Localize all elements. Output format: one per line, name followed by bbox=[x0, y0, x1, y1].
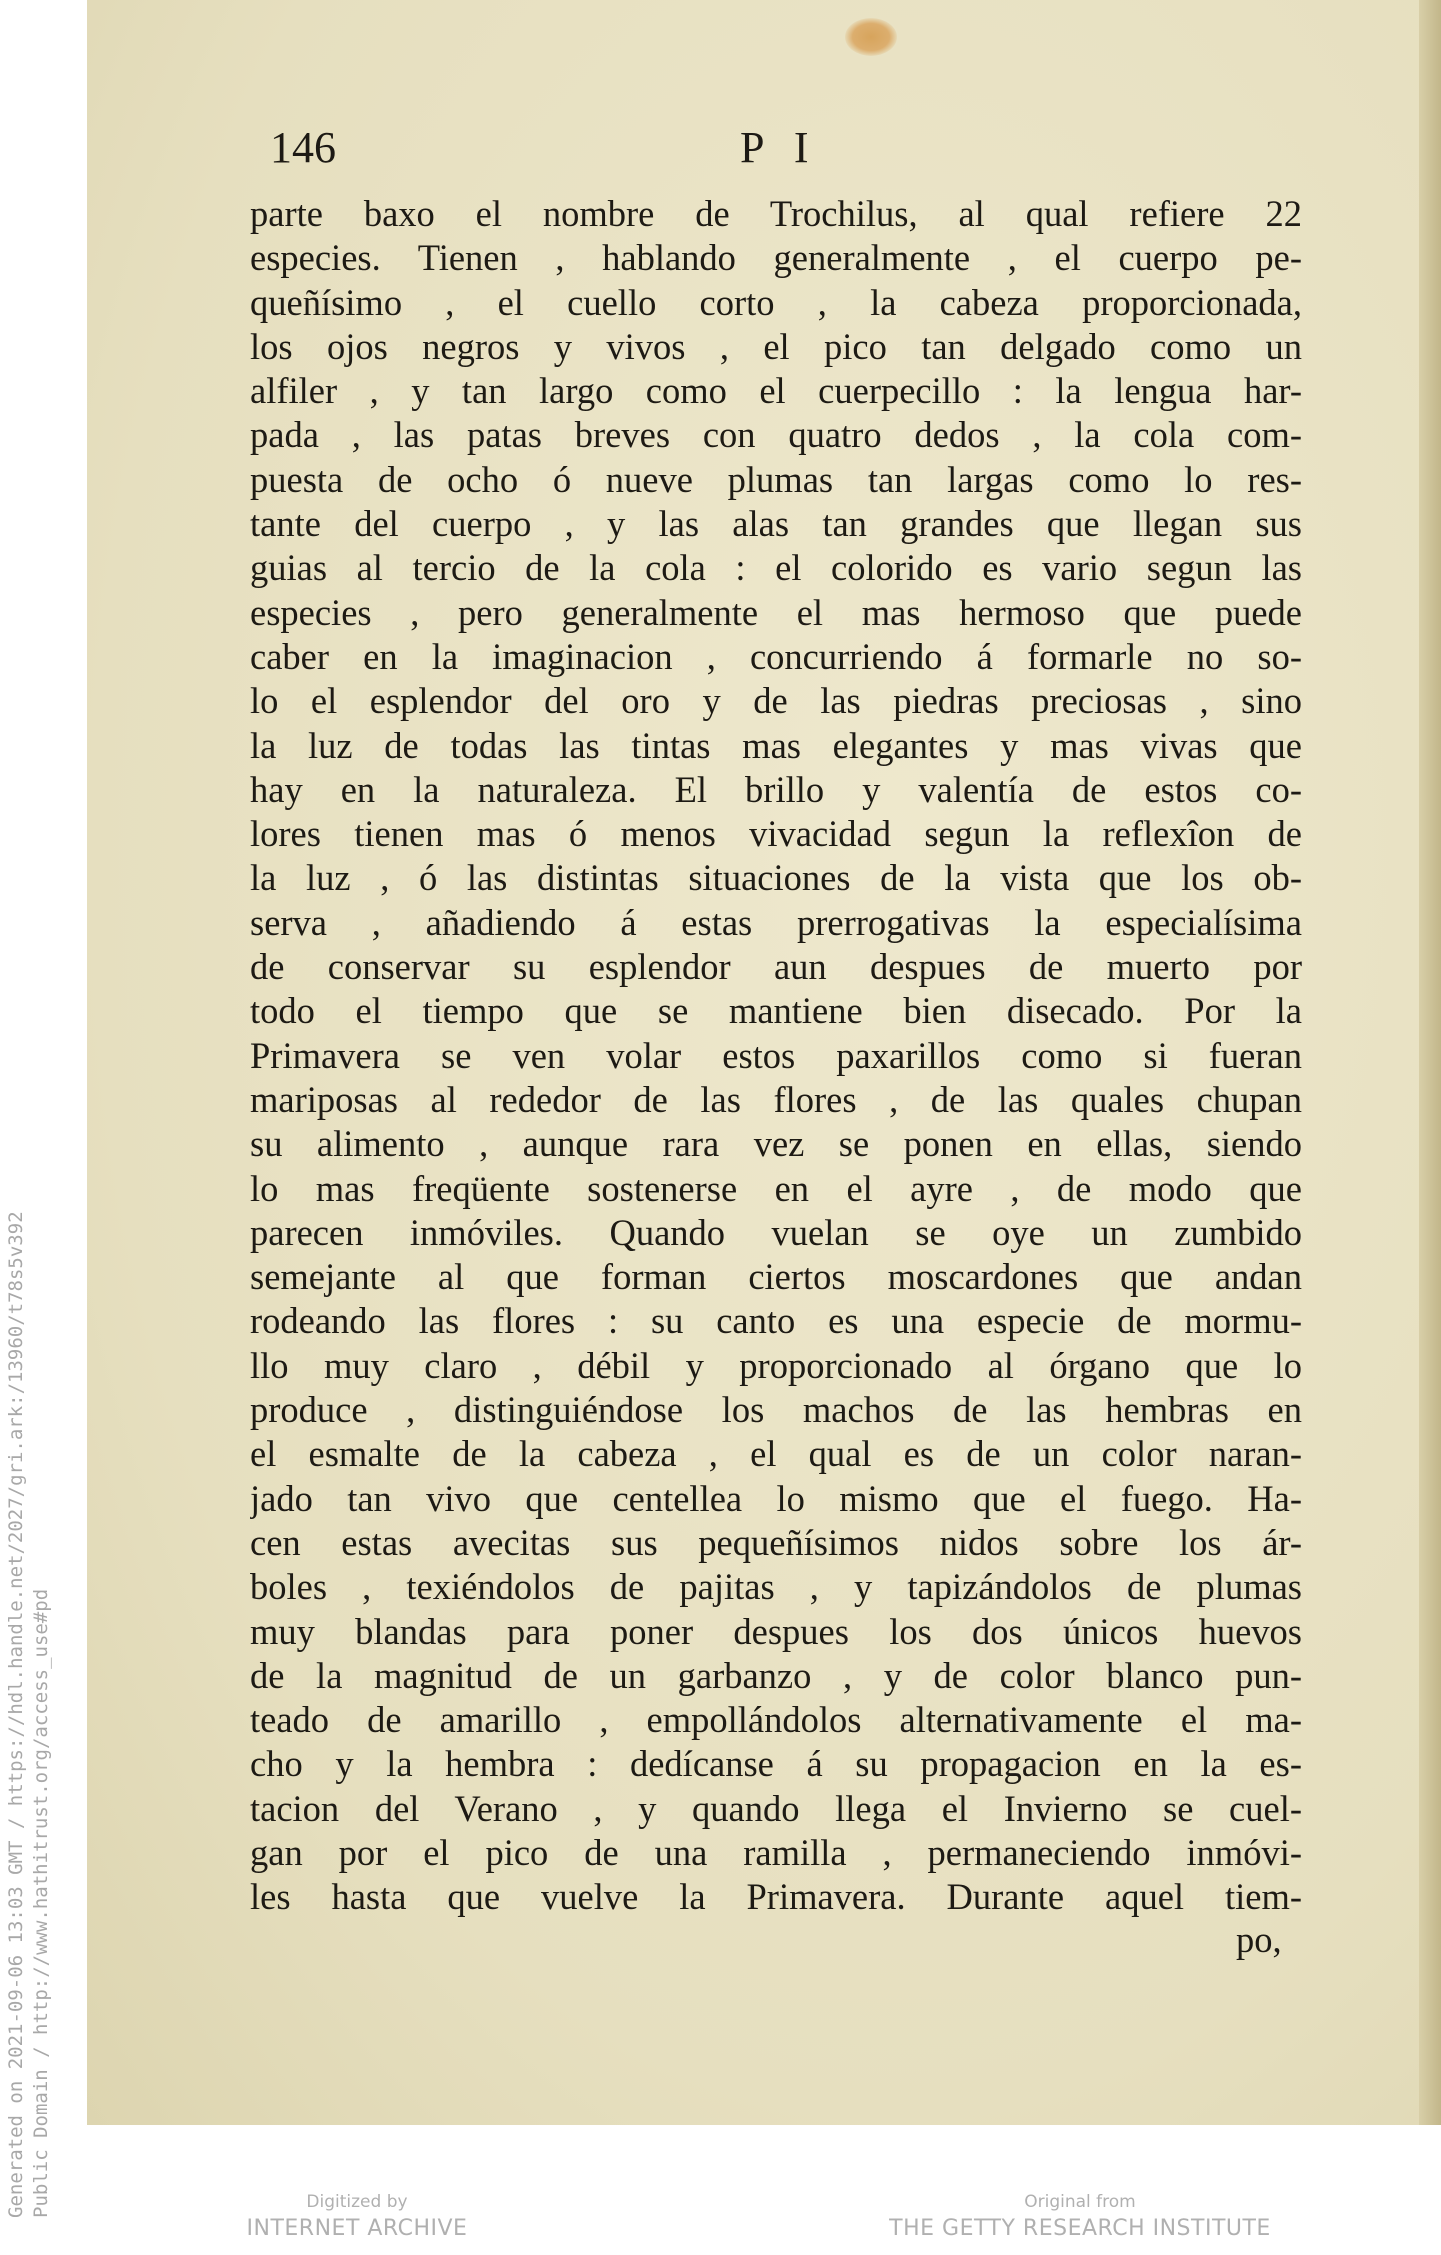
text-line: hay en la naturaleza. El brillo y valentía de estos co- bbox=[250, 768, 1302, 810]
text-line: alfiler , y tan largo como el cuerpecillo : la lengua har- bbox=[250, 370, 1302, 412]
digitized-by-label: Digitized by bbox=[306, 2192, 408, 2212]
text-line: lores tienen mas ó menos vivacidad segun la reflexîon de bbox=[250, 813, 1302, 855]
text-line: la luz de todas las tintas mas elegantes y mas vivas que bbox=[250, 724, 1302, 766]
text-line: muy blandas para poner despues los dos únicos huevos bbox=[250, 1610, 1302, 1652]
text-line: pada , las patas breves con quatro dedos , la cola com- bbox=[250, 414, 1302, 456]
text-line: tante del cuerpo , y las alas tan grandes que llegan sus bbox=[250, 503, 1302, 545]
text-line: teado de amarillo , empollándolos alternativamente el ma- bbox=[250, 1699, 1302, 1741]
body-text bbox=[250, 192, 1302, 1920]
text-line: cho y la hembra : dedícanse á su propagacion en la es- bbox=[250, 1743, 1302, 1785]
hathitrust-stamp bbox=[4, 1018, 54, 2218]
internet-archive-label: INTERNET ARCHIVE bbox=[246, 2216, 468, 2241]
text-line: tacion del Verano , y quando llega el Invierno se cuel- bbox=[250, 1787, 1302, 1829]
text-line: mariposas al rededor de las flores , de las quales chupan bbox=[250, 1078, 1302, 1120]
stamp-line-rights: Public Domain / http://www.hathitrust.org/access_use#pd bbox=[30, 1588, 52, 2218]
running-head bbox=[270, 122, 1300, 178]
footer-original-from bbox=[880, 2190, 1280, 2250]
text-line: caber en la imaginacion , concurriendo á formarle no so- bbox=[250, 635, 1302, 677]
text-line: produce , distinguiéndose los machos de las hembras en bbox=[250, 1389, 1302, 1431]
text-line: guias al tercio de la cola : el colorido es vario segun las bbox=[250, 547, 1302, 589]
text-line: llo muy claro , débil y proporcionado al órgano que lo bbox=[250, 1344, 1302, 1386]
text-line: la luz , ó las distintas situaciones de la vista que los ob- bbox=[250, 857, 1302, 899]
text-line: su alimento , aunque rara vez se ponen en ellas, siendo bbox=[250, 1123, 1302, 1165]
text-line: todo el tiempo que se mantiene bien disecado. Por la bbox=[250, 990, 1302, 1032]
page-edge bbox=[1419, 0, 1441, 2125]
text-line: de la magnitud de un garbanzo , y de color blanco pun- bbox=[250, 1654, 1302, 1696]
text-line: queñísimo , el cuello corto , la cabeza proporcionada, bbox=[250, 281, 1302, 323]
text-line: rodeando las flores : su canto es una especie de mormu- bbox=[250, 1300, 1302, 1342]
stamp-line-generated: Generated on 2021-09-06 13:03 GMT / https://hdl.handle.net/2027/gri.ark:/13960/t78s5v392 bbox=[5, 1211, 27, 2218]
text-line: jado tan vivo que centellea lo mismo que el fuego. Ha- bbox=[250, 1477, 1302, 1519]
page-number: 146 bbox=[270, 123, 336, 172]
text-line: los ojos negros y vivos , el pico tan delgado como un bbox=[250, 325, 1302, 367]
catchword: po, bbox=[1236, 1919, 1282, 1960]
text-line: Primavera se ven volar estos paxarillos como si fueran bbox=[250, 1034, 1302, 1076]
text-line: puesta de ocho ó nueve plumas tan largas como lo res- bbox=[250, 458, 1302, 500]
footer-digitized-by bbox=[232, 2190, 482, 2250]
text-line: parecen inmóviles. Quando vuelan se oye un zumbido bbox=[250, 1211, 1302, 1253]
text-line: serva , añadiendo á estas prerrogativas la especialísima bbox=[250, 901, 1302, 943]
text-line: parte baxo el nombre de Trochilus, al qual refiere 22 bbox=[250, 193, 1302, 234]
text-line: de conservar su esplendor aun despues de muerto por bbox=[250, 946, 1302, 988]
text-line: gan por el pico de una ramilla , permaneciendo inmóvi- bbox=[250, 1831, 1302, 1873]
text-line: boles , texiéndolos de pajitas , y tapizándolos de plumas bbox=[250, 1566, 1302, 1608]
paper-stain bbox=[845, 18, 897, 56]
text-line: lo el esplendor del oro y de las piedras preciosas , sino bbox=[250, 680, 1302, 722]
text-line: cen estas avecitas sus pequeñísimos nidos sobre los ár- bbox=[250, 1521, 1302, 1563]
section-heading: P I bbox=[740, 123, 819, 172]
original-from-label: Original from bbox=[1024, 2192, 1136, 2212]
getty-institute-label: THE GETTY RESEARCH INSTITUTE bbox=[889, 2216, 1271, 2241]
text-line: especies. Tienen , hablando generalmente , el cuerpo pe- bbox=[250, 237, 1302, 279]
text-line: especies , pero generalmente el mas hermoso que puede bbox=[250, 591, 1302, 633]
text-line: lo mas freqüente sostenerse en el ayre , de modo que bbox=[250, 1167, 1302, 1209]
text-line: semejante al que forman ciertos moscardones que andan bbox=[250, 1256, 1302, 1298]
text-line: les hasta que vuelve la Primavera. Durante aquel tiem- bbox=[250, 1876, 1302, 1918]
text-line: el esmalte de la cabeza , el qual es de un color naran- bbox=[250, 1433, 1302, 1475]
